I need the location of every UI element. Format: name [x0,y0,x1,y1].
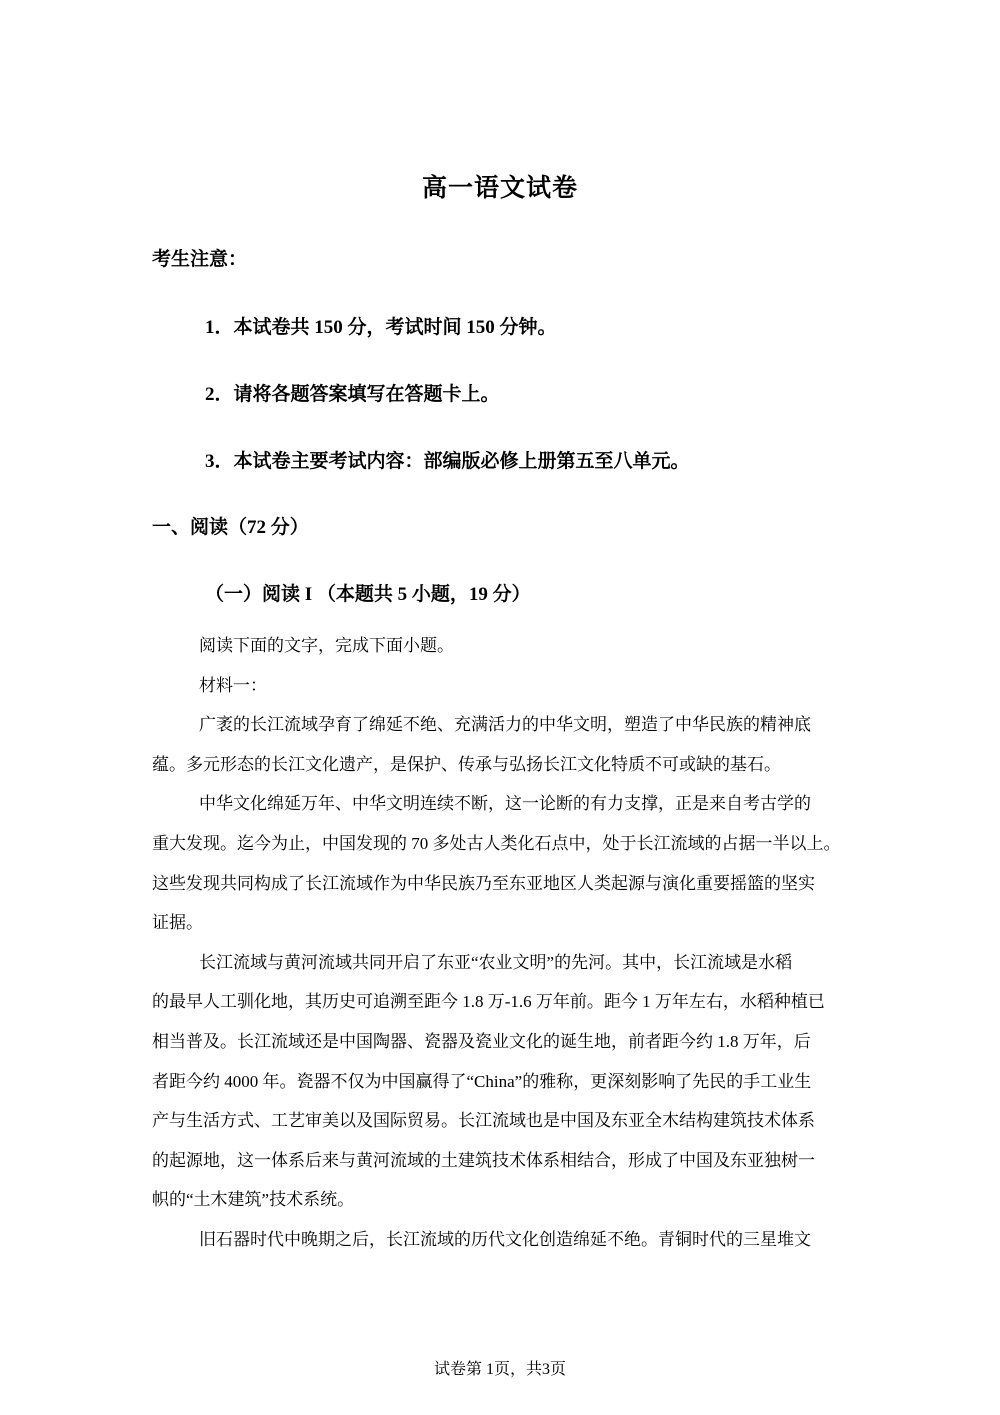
passage-line: 帜的“土木建筑”技术系统。 [152,1190,355,1210]
notice-label: 考生注意： [152,249,248,270]
passage-line: 者距今约 4000 年。瓷器不仅为中国赢得了“China”的雅称，更深刻影响了先民的手工业生 [152,1071,812,1091]
passage-line: 的最早人工驯化地，其历史可追溯至距今 1.8 万-1.6 万年前。距今 1 万年左右，水稻种植已 [152,992,825,1012]
material-label: 材料一： [199,675,267,695]
notice-item-1: 1．本试卷共 150 分，考试时间 150 分钟。 [205,317,557,338]
page-title: 高一语文试卷 [421,175,578,202]
subsection-heading: （一）阅读 I （本题共 5 小题，19 分） [205,584,531,605]
passage-line: 相当普及。长江流域还是中国陶器、瓷器及瓷业文化的诞生地，前者距今约 1.8 万年，后 [152,1031,811,1051]
instruction-text: 阅读下面的文字，完成下面小题。 [199,636,454,655]
section-heading: 一、阅读（72 分） [152,517,309,538]
passage-line: 证据。 [152,913,203,933]
notice-item-2: 2．请将各题答案填写在答题卡上。 [205,384,500,405]
notice-item-3: 3．本试卷主要考试内容：部编版必修上册第五至八单元。 [205,451,690,472]
passage-line: 的起源地，这一体系后来与黄河流域的土建筑技术体系相结合，形成了中国及东亚独树一 [152,1150,815,1170]
passage-line: 蕴。多元形态的长江文化遗产，是保护、传承与弘扬长江文化特质不可或缺的基石。 [152,754,781,774]
passage-line: 产与生活方式、工艺审美以及国际贸易。长江流域也是中国及东亚全木结构建筑技术体系 [152,1111,815,1131]
passage-line: 这些发现共同构成了长江流域作为中华民族乃至东亚地区人类起源与演化重要摇篮的坚实 [152,873,815,893]
passage-line: 重大发现。迄今为止，中国发现的 70 多处古人类化石点中，处于长江流域的占据一半以上。 [152,833,841,853]
passage-line: 长江流域与黄河流域共同开启了东亚“农业文明”的先河。其中，长江流域是水稻 [199,952,793,972]
passage-line: 旧石器时代中晚期之后，长江流域的历代文化创造绵延不绝。青铜时代的三星堆文 [199,1229,811,1249]
passage-line: 中华文化绵延万年、中华文明连续不断，这一论断的有力支撑，正是来自考古学的 [199,794,811,814]
passage-line: 广袤的长江流域孕育了绵延不绝、充满活力的中华文明，塑造了中华民族的精神底 [199,715,811,735]
page-footer: 试卷第 1页，共3页 [433,1361,566,1378]
reading-passage [152,626,872,1260]
